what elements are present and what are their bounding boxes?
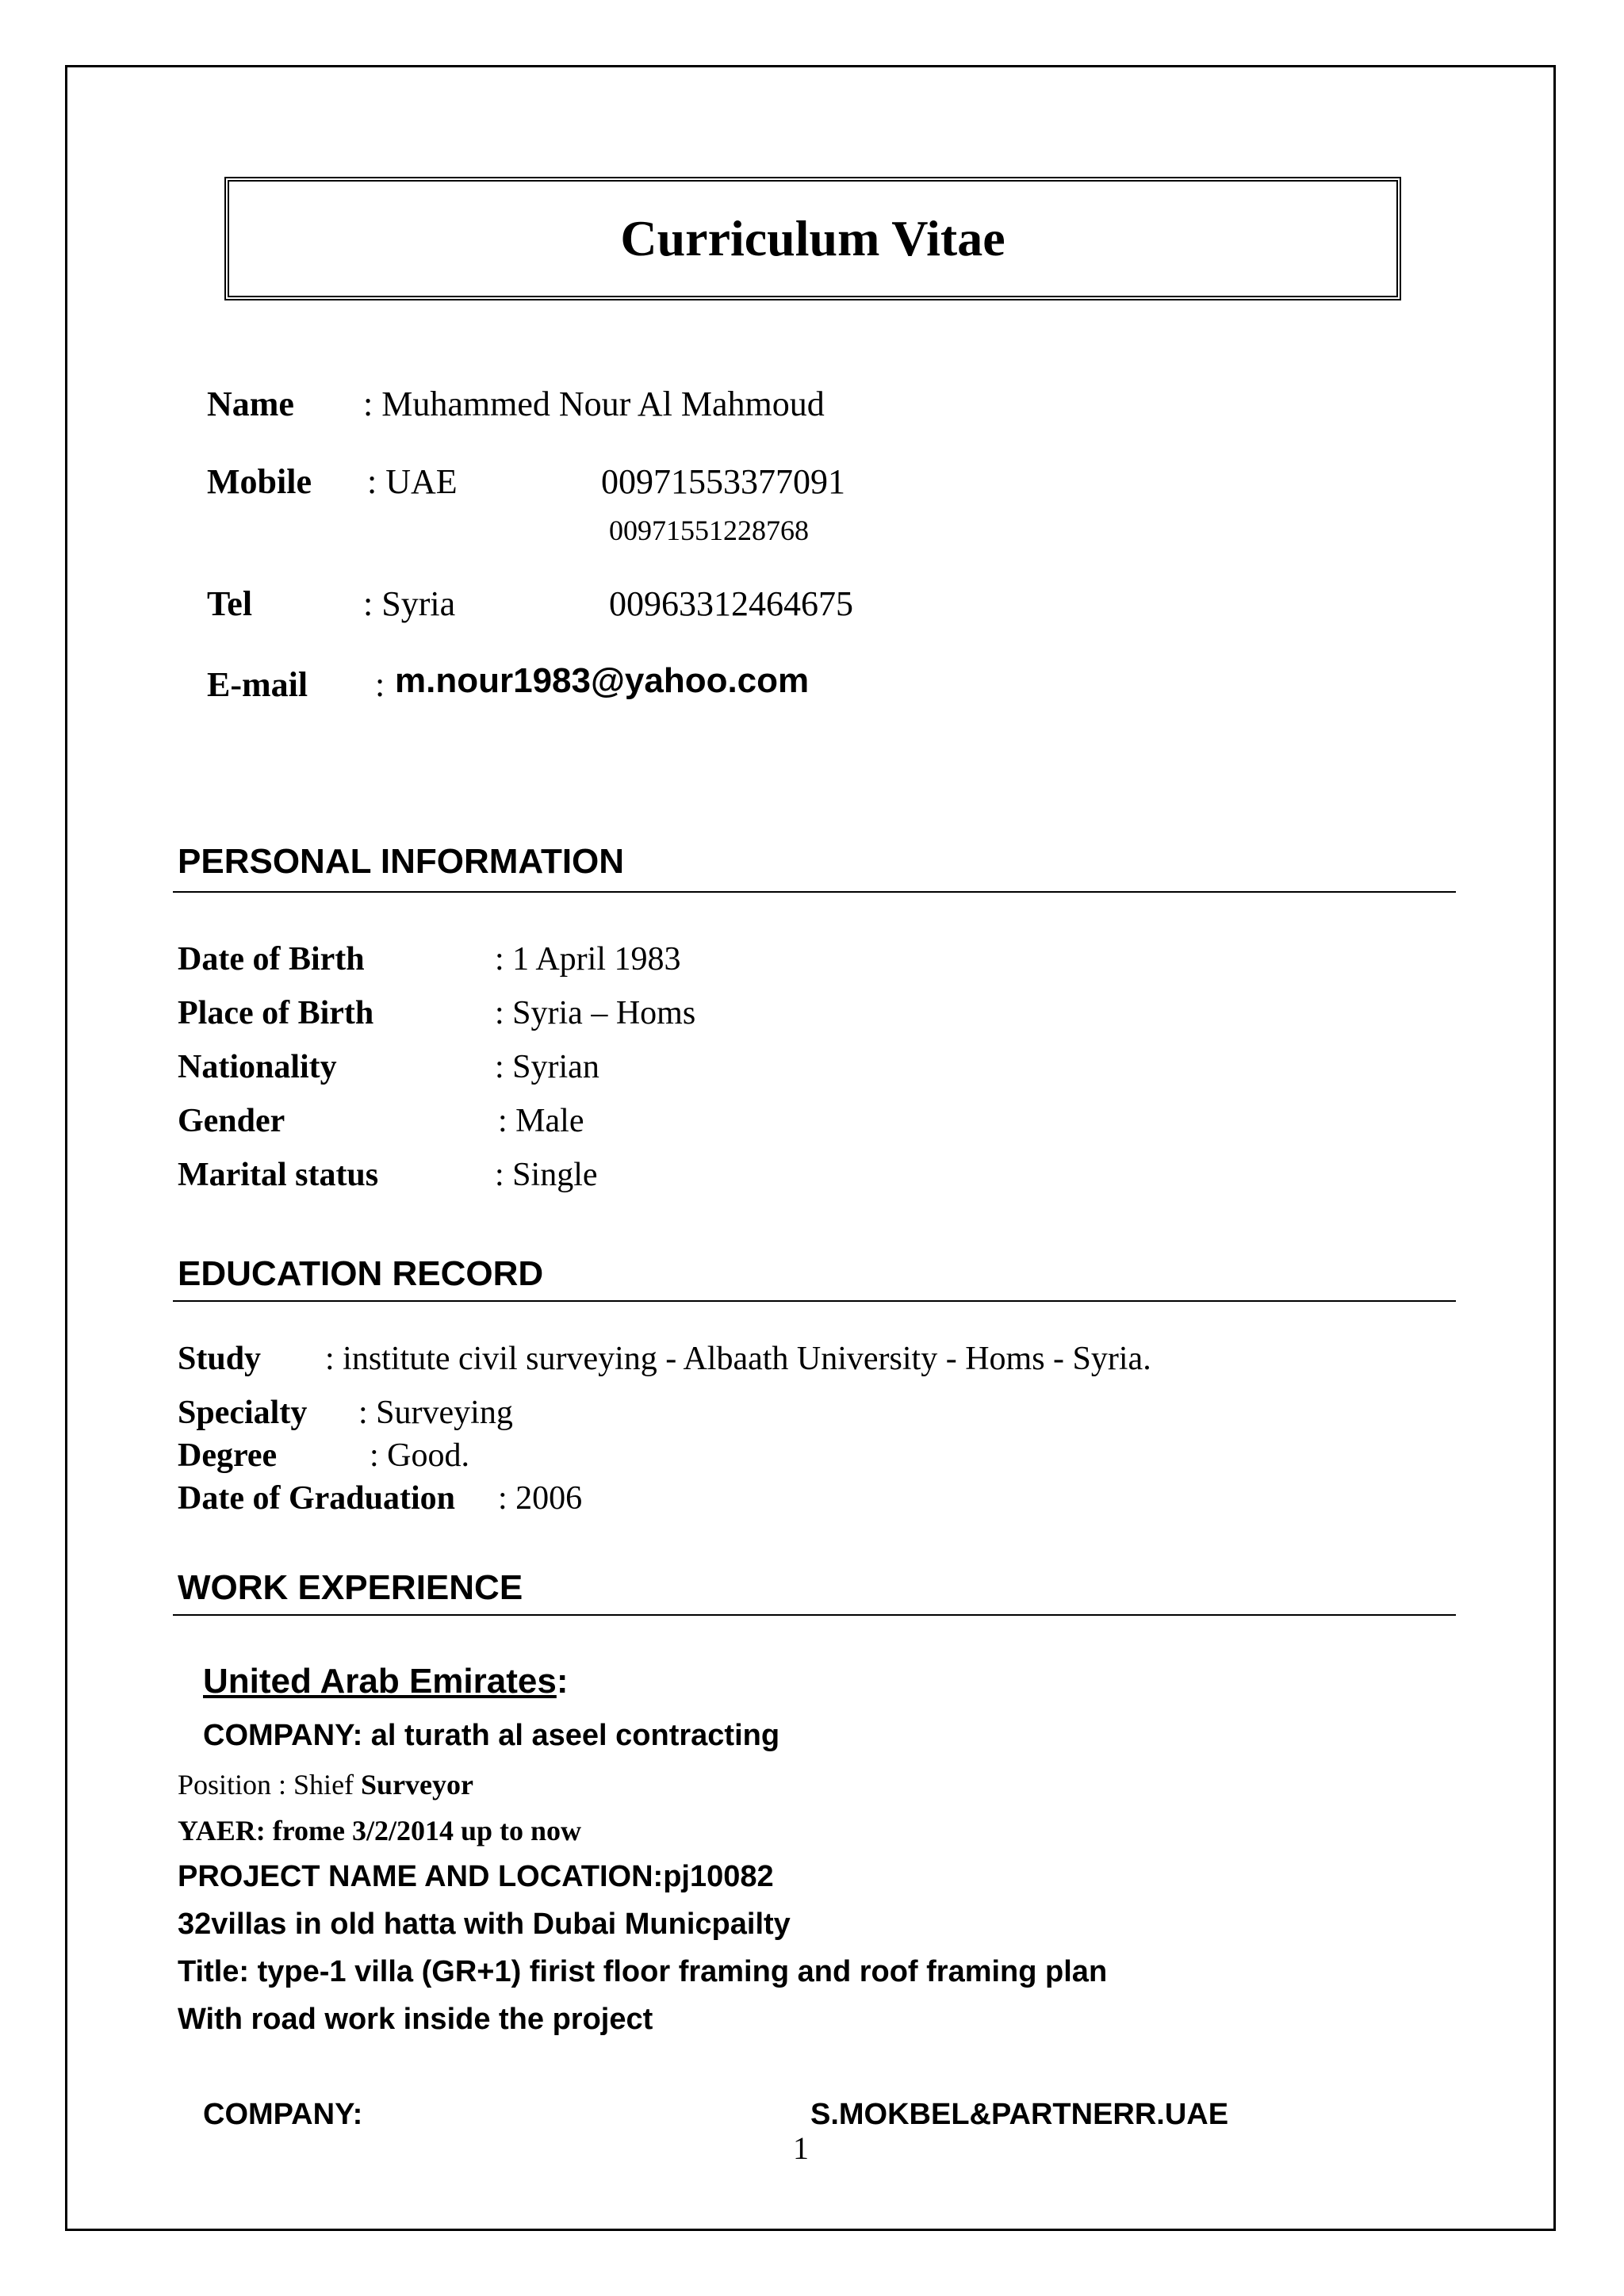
work-year: YAER: frome 3/2/2014 up to now	[178, 1815, 582, 1846]
company-2-label: COMPANY:	[203, 2098, 363, 2131]
specialty-label: Specialty	[178, 1395, 308, 1431]
position-line	[178, 1768, 473, 1801]
marital-status-label: Marital status	[178, 1157, 379, 1193]
email-value: m.nour1983@yahoo.com	[395, 661, 810, 700]
dob-value: : 1 April 1983	[495, 941, 681, 978]
tel-country: : Syria	[363, 584, 456, 623]
work-country-colon: :	[556, 1662, 569, 1701]
specialty-value: : Surveying	[358, 1395, 513, 1431]
tel-label: Tel	[207, 584, 253, 623]
position-title: Surveyor	[361, 1769, 474, 1800]
tel-number: 00963312464675	[609, 584, 853, 623]
graduation-value: : 2006	[498, 1480, 583, 1517]
mobile-country: : UAE	[367, 462, 458, 501]
gender-value: : Male	[498, 1103, 584, 1139]
study-label: Study	[178, 1341, 262, 1377]
marital-status-value: : Single	[495, 1157, 598, 1193]
email-colon: :	[375, 665, 385, 704]
degree-label: Degree	[178, 1437, 278, 1474]
position-prefix: Position : Shief	[178, 1769, 362, 1800]
mobile-number-2: 00971551228768	[609, 515, 809, 546]
degree-value: : Good.	[370, 1437, 469, 1474]
project-line-2: 32villas in old hatta with Dubai Municpailty	[178, 1908, 791, 1941]
nationality-label: Nationality	[178, 1049, 337, 1085]
dob-label: Date of Birth	[178, 941, 365, 978]
personal-information-heading: PERSONAL INFORMATION	[178, 842, 625, 881]
name-label: Name	[207, 385, 294, 423]
work-country	[203, 1662, 568, 1701]
project-line-1: PROJECT NAME AND LOCATION:pj10082	[178, 1860, 774, 1893]
gender-label: Gender	[178, 1103, 285, 1139]
title-box	[224, 177, 1401, 300]
mobile-number-1: 00971553377091	[601, 462, 845, 501]
work-country-name: United Arab Emirates	[203, 1662, 557, 1701]
page-number: 1	[793, 2130, 809, 2166]
pob-label: Place of Birth	[178, 995, 374, 1031]
education-record-heading: EDUCATION RECORD	[178, 1254, 544, 1293]
company-2-value: S.MOKBEL&PARTNERR.UAE	[810, 2098, 1229, 2131]
personal-information-rule	[173, 891, 1456, 893]
project-line-3: Title: type-1 villa (GR+1) firist floor framing and roof framing plan	[178, 1955, 1108, 1988]
graduation-label: Date of Graduation	[178, 1480, 455, 1517]
pob-value: : Syria – Homs	[495, 995, 696, 1031]
study-value: : institute civil surveying - Albaath University - Homs - Syria.	[325, 1341, 1151, 1377]
project-line-4: With road work inside the project	[178, 2003, 653, 2036]
nationality-value: : Syrian	[495, 1049, 599, 1085]
name-value: : Muhammed Nour Al Mahmoud	[363, 385, 825, 423]
email-label: E-mail	[207, 665, 308, 704]
page-title: Curriculum Vitae	[620, 210, 1005, 266]
mobile-label: Mobile	[207, 462, 312, 501]
education-record-rule	[173, 1300, 1456, 1302]
company-1: COMPANY: al turath al aseel contracting	[203, 1719, 780, 1752]
work-experience-rule	[173, 1614, 1456, 1616]
work-experience-heading: WORK EXPERIENCE	[178, 1568, 523, 1607]
